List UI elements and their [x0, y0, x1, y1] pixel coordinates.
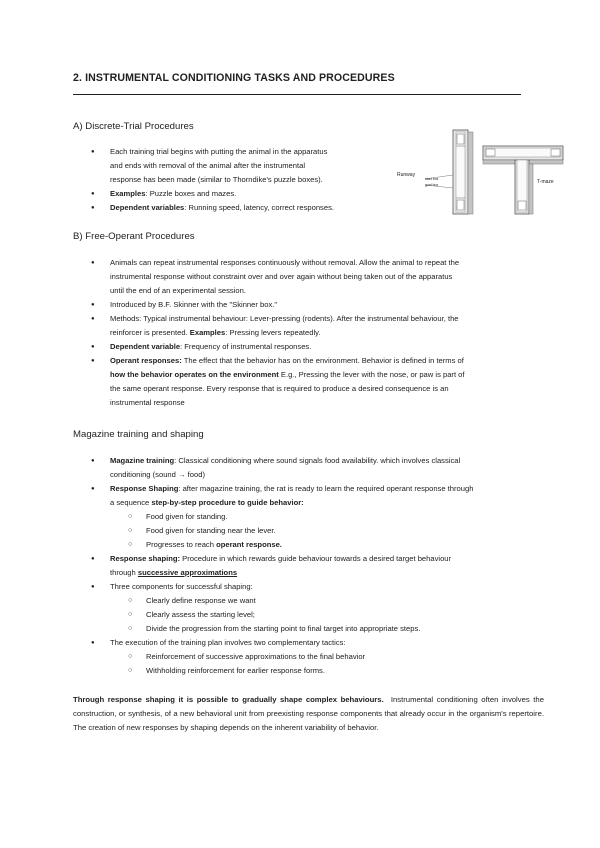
closing-paragraph-text: Instrumental conditioning often involves the construction, or synthesis, of a new behavioral unit from preexisting response components that already occur in the organism's repertoire. The creation of new responses by shaping depends on the inherent variability of behavior.: [73, 695, 547, 732]
list-item-text: the same operant response. Every response that is required to produce a desired consequence is an: [110, 384, 449, 393]
list-item: [91, 482, 544, 552]
sub-list: [110, 510, 544, 552]
list-item-label: Operant responses:: [110, 356, 182, 365]
list-item-label: Dependent variables: [110, 203, 185, 212]
closing-paragraph: [73, 693, 547, 735]
sub-list-item: [110, 650, 544, 664]
list-item-text: until the end of an experimental session.: [110, 286, 246, 295]
list-item-text: Procedure in which rewards guide behaviour towards a desired target behaviour: [180, 554, 452, 563]
list-item: [91, 354, 544, 410]
list-item-text: : Frequency of instrumental responses.: [180, 342, 312, 351]
sub-list-text: Clearly assess the starting level;: [146, 610, 255, 619]
list-item: [91, 312, 544, 340]
closing-paragraph-lead: Through response shaping it is possible to gradually shape complex behaviours.: [73, 695, 384, 704]
list-item-label: Examples: [189, 328, 226, 337]
start-box-label: start box: [425, 177, 439, 181]
sub-list-item: [110, 664, 544, 678]
sub-list: [110, 594, 544, 636]
list-item-text: Each training trial begins with putting the animal in the apparatus: [110, 147, 328, 156]
list-item: [91, 552, 544, 580]
title-underline: [73, 94, 521, 95]
maze-illustration: [395, 128, 565, 220]
list-item-text: response has been made (similar to Thorndike's puzzle boxes).: [110, 175, 323, 184]
section-a-heading: A) Discrete-Trial Procedures: [73, 121, 194, 132]
list-item: [91, 580, 544, 636]
list-item-text: a sequence: [110, 498, 152, 507]
list-item-text: : after magazine training, the rat is ready to learn the required operant response through: [178, 484, 474, 493]
list-item-text: through: [110, 568, 138, 577]
sub-list-item: [110, 608, 544, 622]
sub-list-item: [110, 510, 544, 524]
list-item: [91, 256, 544, 298]
list-item-text: Introduced by B.F. Skinner with the "Skinner box.": [110, 300, 278, 309]
list-item-label: Response shaping:: [110, 554, 181, 563]
list-item-text: instrumental response: [110, 398, 185, 407]
list-item-label: how the behavior operates on the environment: [110, 370, 279, 379]
list-item: [91, 636, 544, 678]
maze-figure: [395, 128, 565, 220]
list-item-text: and ends with removal of the animal after the instrumental: [110, 161, 306, 170]
sub-list-text: Reinforcement of successive approximations to the final behavior: [146, 652, 366, 661]
list-item: [91, 201, 381, 215]
sub-list-text: Withholding reinforcement for earlier response forms.: [146, 666, 325, 675]
list-item-text: Animals can repeat instrumental responses continuously without removal. Allow the animal to repeat the: [110, 258, 460, 267]
section-b-list: [91, 256, 544, 410]
sub-list-text: Progresses to reach: [146, 540, 217, 549]
sub-list-item: [110, 622, 544, 636]
section-c-list: [91, 454, 544, 678]
sub-list: [110, 650, 544, 678]
list-item-text: Three components for successful shaping:: [110, 582, 253, 591]
list-item-label: Dependent variable: [110, 342, 181, 351]
sub-list-item: [110, 538, 544, 552]
list-item: [91, 187, 381, 201]
list-item-label: successive approximations: [137, 568, 238, 577]
sub-list-item: [110, 594, 544, 608]
runway-label: Runway: [397, 172, 416, 178]
list-item-label: Magazine training: [110, 456, 175, 465]
goal-box-label: goal box: [425, 183, 439, 187]
list-item-text: reinforcer is presented.: [110, 328, 190, 337]
list-item-text: : Classical conditioning where sound signals food availability. which involves classical: [174, 456, 461, 465]
list-item-label: Examples: [110, 189, 146, 198]
list-item-text: The execution of the training plan involves two complementary tactics:: [110, 638, 346, 647]
section-c-heading: Magazine training and shaping: [73, 429, 204, 440]
list-item-text: : Running speed, latency, correct responses.: [184, 203, 334, 212]
sub-list-text: Food given for standing near the lever.: [146, 526, 276, 535]
list-item-text: The effect that the behavior has on the environment. Behavior is defined in terms of: [181, 356, 464, 365]
list-item-text: Methods: Typical instrumental behaviour: Lever-pressing (rodents). After the instrumental behaviour, the: [110, 314, 459, 323]
list-item: [91, 454, 544, 482]
page-title: 2. INSTRUMENTAL CONDITIONING TASKS AND PROCEDURES: [73, 72, 395, 84]
sub-list-text: Clearly define response we want: [146, 596, 256, 605]
list-item-text: conditioning (sound → food): [110, 470, 205, 479]
section-a-list: [91, 145, 381, 215]
list-item: [91, 298, 544, 312]
list-item-text: : Puzzle boxes and mazes.: [145, 189, 237, 198]
list-item-label: step-by-step procedure to guide behavior:: [151, 498, 304, 507]
list-item: [91, 340, 544, 354]
sub-list-text: Food given for standing.: [146, 512, 228, 521]
tmaze-label: T-maze: [537, 179, 554, 185]
list-item-text: E.g., Pressing the lever with the nose, or paw is part of: [278, 370, 465, 379]
sub-list-label: operant response.: [216, 540, 282, 549]
list-item-text: : Pressing levers repeatedly.: [225, 328, 321, 337]
list-item-text: instrumental response without constraint over and over again without being taken out of the apparatus: [110, 272, 453, 281]
list-item: [91, 145, 381, 187]
sub-list-text: Divide the progression from the starting point to final target into appropriate steps.: [146, 624, 421, 633]
section-b-heading: B) Free-Operant Procedures: [73, 231, 195, 242]
list-item-label: Response Shaping: [110, 484, 179, 493]
sub-list-item: [110, 524, 544, 538]
